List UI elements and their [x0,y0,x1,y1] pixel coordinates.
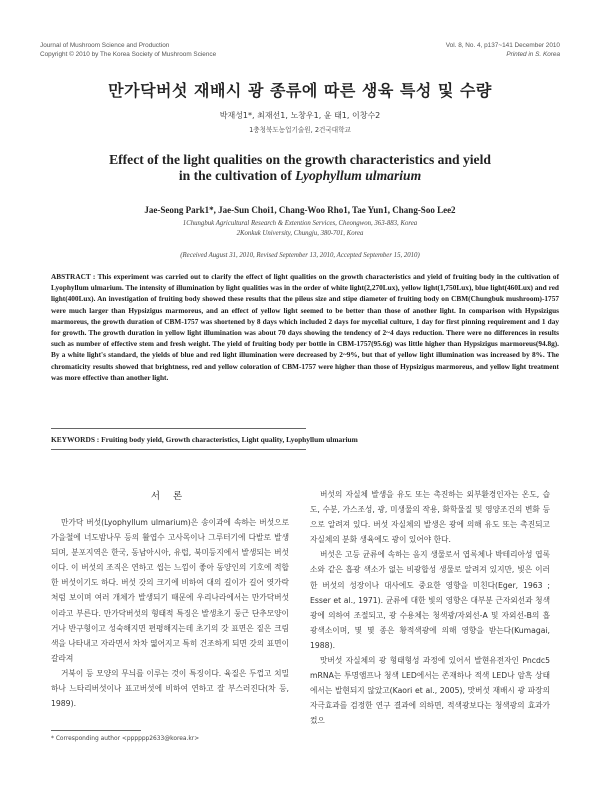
received-dates: (Received August 31, 2010, Revised September 13, 2010, Accepted September 15, 2010) [180,252,420,259]
right-paragraph-2: 버섯은 고등 균류에 속하는 음지 생물로서 엽록체나 박테리아성 엽록소와 같은 흡광 색소가 없는 비광합성 생물로 알려져 있지만, 빛은 이러한 버섯의 성장이나 대사에도 중요한 영향을 미친다(Eger, 1963 ; Esser et al., 1971). 균류에 대한 빛의 영향은 대부분 근자외선과 청색광에 의하여 조절되고, 광 수용체는 청색광/자외선-A 및 자외선-B의 흡광색소이며, 몇 몇 종은 황적색광에 의해 영향을 받는다(Kumagai, 1988). [310,550,550,650]
left-column [51,515,289,711]
volume-info: Vol. 8, No. 4, p137~141 December 2010 [445,42,560,49]
english-authors: Jae-Seong Park1*, Jae-Sun Choi1, Chang-Woo Rho1, Tae Yun1, Chang-Soo Lee2 [144,205,456,215]
right-paragraph-3: 맛버섯 자실체의 광 형태형성 과정에 있어서 발현유전자인 Pncdc5 mRNA는 투명앰프나 청색 LED에서는 존재하나 적색 LED나 암흑 상태에서는 발현되지 않았고(Kaori et al., 2005), 맛버섯 재배시 광 파장의 자극효과를 검정한 연구 결과에 의하면, 적색광보다는 청색광의 효과가 컸으 [310,656,550,726]
abstract [51,271,559,383]
keywords-text: Fruiting body yield, Growth characteristics, Light quality, Lyophyllum ulmarium [101,435,358,444]
affiliation-2: 2Konkuk University, Chungju, 380-701, Korea [236,229,364,237]
corresponding-author: * Corresponding author <pppppp2633@korea.kr> [51,736,200,742]
english-title-prefix: in the cultivation of [178,168,296,183]
printed-in: Printed in S. Korea [506,51,560,58]
divider-top [51,428,306,429]
abstract-label: ABSTRACT : [51,272,98,281]
keywords [51,435,559,444]
korean-affiliations: 1충청북도농업기술원, 2건국대학교 [249,126,351,134]
copyright-line: Copyright © 2010 by The Korea Society of Mushroom Science [40,51,217,58]
english-title-species: Lyophyllum ulmarium [295,168,422,183]
english-title-line1: Effect of the light qualities on the growth characteristics and yield [109,152,491,167]
abstract-text: This experiment was carried out to clarify the effect of light qualities on the growth characteristics and yield of fruiting body in the cultivation of Lyophyllum ulmarium. The intensity of illumination by light qualities was in the order of white light(2,270Lux), yellow light(1,750Lux), blue light(460Lux) and red light(400Lux). An investigation of fruiting body showed these results that the pileus size and stipe diameter of fruiting body on CBM(Chungbuk mushroom)-1757 were much larger than Hypsizigus marmoreus, and an effect of yellow light seemed to be better than those of another light. In comparison with Hypsizigus marmoreus, the growth duration of CBM-1757 was shortened by 8 days which included 2 days for mycelial culture, 1 day for first pinning requirement and 1 day for growth. The growth duration in yellow light illumination was about 70 days showing the tendency of 2~4 days reduction. There were no differences in results such as number of effective stem and fresh weight. The yield of fruiting body per bottle in CBM-1757(95.6g) was little higher than Hypsizigus marmoreus(94.8g). By a white light's standard, the yields of blue and red light illumination were decreased by 2~9%, but that of yellow light illumination was increased by 8%. The chromaticity results showed that brightness, red and yellow coloration of CBM-1757 were higher than those of Hypsizigus marmoreus, and yellow light treatment was more effective than another light. [51,272,559,382]
english-title [60,152,540,184]
korean-authors: 박재성1*, 최재선1, 노창우1, 윤 태1, 이창수2 [219,111,381,120]
footnote-divider [51,730,141,731]
right-paragraph-1: 버섯의 자실체 발생을 유도 또는 촉진하는 외부환경인자는 온도, 습도, 수분, 가스조성, 광, 미생물의 작용, 화학물질 및 영양조건의 변화 등으로 알려져 있다. 버섯 자실체의 발생은 광에 의해 유도 또는 촉진되고 자실체의 분화 생육에도 광이 있어야 한다. [310,490,550,545]
left-paragraph-2: 거북이 등 모양의 무늬를 이루는 것이 특징이다. 육질은 두껍고 치밀하나 느타리버섯이나 표고버섯에 비하여 연하고 잘 부스러진다(차 등, 1989). [51,668,289,709]
divider-bottom [51,449,306,450]
journal-header [40,41,216,59]
korean-title: 만가닥버섯 재배시 광 종류에 따른 생육 특성 및 수량 [108,81,492,100]
english-affiliations [0,219,600,238]
english-title-line2 [60,168,540,184]
left-paragraph-1: 만가닥 버섯(Lyophyllum ulmarium)은 송이과에 속하는 버섯으로 가을철에 너도밤나무 등의 활엽수 고사목이나 그루터기에 다발로 발생되며, 분포지역은 한국, 동남아시아, 유럽, 북미등지에서 발생되는 버섯이다. 이 버섯의 조직은 연하고 씹는 느낌이 좋아 동양인의 기호에 적합한 버섯이기도 하다. 버섯 갓의 크기에 비하여 대의 길이가 길어 엿가락처럼 보이며 여러 개체가 발생되기 때문에 우리나라에서는 만가닥버섯이라고 부른다. 만가닥버섯의 형태적 특징은 발생초기 둥근 단추모양이거나 반구형이고 성숙해지면 편평해지는데 초기의 갓 표면은 짙은 크림색을 나타내고 자라면서 차차 엷어지고 특히 건조하게 되면 갓의 표면이 갈라져 [51,518,289,663]
right-column [310,487,550,729]
volume-header [446,41,560,59]
section-title: 서 론 [150,491,188,502]
journal-name: Journal of Mushroom Science and Production [40,42,170,49]
affiliation-1: 1Chungbuk Agricultural Research & Extention Services, Cheongwon, 363-883, Korea [182,220,418,227]
keywords-label: KEYWORDS : [51,435,102,444]
